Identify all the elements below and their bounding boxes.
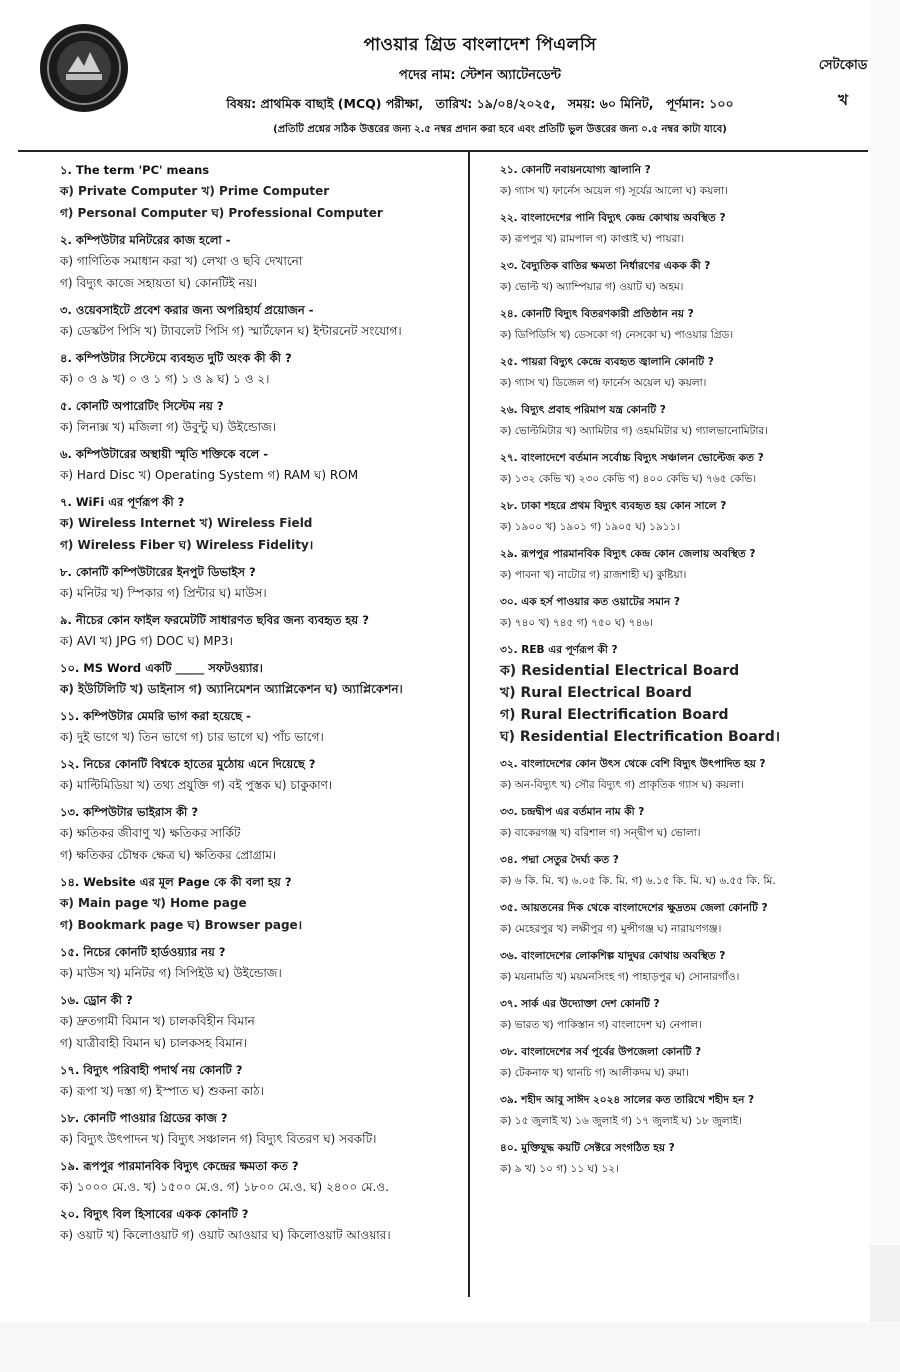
question-text: ১২. নিচের কোনটি বিশ্বকে হাতের মুঠোয় এনে দিয়েছে ? <box>60 757 316 771</box>
answer-options: গ) Rural Electrification Board <box>500 707 729 723</box>
question-item <box>500 208 868 250</box>
answer-options: ক) মাউস খ) মনিটর গ) সিপিইউ ঘ) উইন্ডোজ। <box>60 966 282 980</box>
answer-options: ক) মনিটর খ) স্পিকার গ) প্রিন্টার ঘ) মাউস। <box>60 586 267 600</box>
answer-options: ক) পাবনা খ) নাটোর গ) রাজশাহী ঘ) কুষ্টিয়া। <box>500 569 687 581</box>
question-item <box>60 160 464 224</box>
question-text: ৬. কম্পিউটারের অস্থায়ী স্মৃতি শক্তিকে বলে - <box>60 447 268 461</box>
answer-options: ক) দুই ভাগে খ) তিন ভাগে গ) চার ভাগে ঘ) পাঁচ ভাগে। <box>60 730 324 744</box>
question-text: ৪০. মুক্তিযুদ্ধ কয়টি সেক্টরে সংগঠিত হয় ? <box>500 1142 675 1154</box>
organization-logo-seal <box>38 22 130 114</box>
question-item <box>60 802 464 866</box>
answer-options: গ) যাত্রীবাহী বিমান ঘ) চালকসহ বিমান। <box>60 1036 247 1050</box>
answer-options: ক) বিদ্যুৎ উৎপাদন খ) বিদ্যুৎ সঞ্চালন গ) বিদ্যুৎ বিতরণ ঘ) সবকটি। <box>60 1132 377 1146</box>
question-item <box>60 1108 464 1150</box>
question-item <box>500 592 868 634</box>
set-code-value: খ <box>838 91 848 109</box>
question-item <box>500 496 868 538</box>
answer-options: ক) Wireless Internet খ) Wireless Field <box>60 516 313 530</box>
answer-options: ক) ১০০০ মে.ও. খ) ১৫০০ মে.ও. গ) ১৮০০ মে.ও. ঘ) ২৪০০ মে.ও. <box>60 1180 389 1194</box>
question-item <box>60 658 464 700</box>
question-item <box>60 872 464 936</box>
answer-options: ক) ১৯০০ খ) ১৯০১ গ) ১৯০৫ ঘ) ১৯১১। <box>500 521 681 533</box>
answer-options: গ) Bookmark page ঘ) Browser page। <box>60 918 303 932</box>
question-text: ১৩. কম্পিউটার ভাইরাস কী ? <box>60 805 199 819</box>
answer-options: খ) Rural Electrical Board <box>500 685 692 701</box>
question-item <box>60 300 464 342</box>
answer-options: ক) ৬ কি. মি. খ) ৬.০৫ কি. মি. গ) ৬.১৫ কি. মি. ঘ) ৬.৫৫ কি. মি. <box>500 875 776 887</box>
question-text: ১৬. ড্রোন কী ? <box>60 993 133 1007</box>
question-text: ৩৫. আয়তনের দিক থেকে বাংলাদেশের ক্ষুদ্রতম জেলা কোনটি ? <box>500 902 768 914</box>
question-item <box>500 802 868 844</box>
question-item <box>60 230 464 294</box>
question-text: ১৭. বিদ্যুৎ পরিবাহী পদার্থ নয় কোনটি ? <box>60 1063 243 1077</box>
question-item <box>60 610 464 652</box>
answer-options: ক) ৯ খ) ১০ গ) ১১ ঘ) ১২। <box>500 1163 619 1175</box>
answer-options: ক) ১৩২ কেভি খ) ২৩০ কেভি গ) ৪০০ কেভি ঘ) ৭৬৫ কেভি। <box>500 473 757 485</box>
question-item <box>500 850 868 892</box>
question-text: ১৯. রূপপুর পারমানবিক বিদ্যুৎ কেন্দ্রের ক্ষমতা কত ? <box>60 1159 299 1173</box>
question-item <box>500 1138 868 1180</box>
question-text: ২০. বিদ্যুৎ বিল হিসাবের একক কোনটি ? <box>60 1207 249 1221</box>
question-item <box>500 400 868 442</box>
question-item <box>500 640 868 748</box>
question-text: ৩৬. বাংলাদেশের লোকশিল্প যাদুঘর কোথায় অবস্থিত ? <box>500 950 726 962</box>
answer-options: ক) Main page খ) Home page <box>60 896 247 910</box>
answer-options: ক) ভারত খ) পাকিস্তান গ) বাংলাদেশ ঘ) নেপাল। <box>500 1019 702 1031</box>
question-text: ২. কম্পিউটার মনিটরের কাজ হলো - <box>60 233 231 247</box>
question-item <box>500 160 868 202</box>
question-item <box>500 1090 868 1132</box>
question-text: ২৬. বিদ্যুৎ প্রবাহ পরিমাপ যন্ত্র কোনটি ? <box>500 404 666 416</box>
question-item <box>60 990 464 1054</box>
column-divider-line <box>468 152 470 1297</box>
question-text: ৩০. এক হর্স পাওয়ার কত ওয়াটের সমান ? <box>500 596 680 608</box>
answer-options: ক) রূপপুর খ) রামপাল গ) কাপ্তাই ঘ) পায়রা। <box>500 233 685 245</box>
question-item <box>60 754 464 796</box>
question-text: ৭. WiFi এর পূর্ণরূপ কী ? <box>60 495 185 509</box>
answer-options: ক) ১৫ জুলাই খ) ১৬ জুলাই গ) ১৭ জুলাই ঘ) ১৮ জুলাই। <box>500 1115 742 1127</box>
answer-options: ক) লিনাক্স খ) মজিলা গ) উবুন্টু ঘ) উইন্ডোজ। <box>60 420 277 434</box>
question-text: ১১. কম্পিউটার মেমরি ভাগ করা হয়েছে - <box>60 709 251 723</box>
question-item <box>500 754 868 796</box>
answer-options: ক) Residential Electrical Board <box>500 663 740 679</box>
question-item <box>500 898 868 940</box>
marking-instruction: (প্রতিটি প্রশ্নের সঠিক উত্তরের জন্য ২.৫ নম্বর প্রদান করা হবে এবং প্রতিটি ভুল উত্তরের জন্য ০.৫ নম্বর কাটা যাবে) <box>273 124 727 135</box>
answer-options: গ) Wireless Fiber ঘ) Wireless Fidelity। <box>60 538 314 552</box>
organization-name: পাওয়ার গ্রিড বাংলাদেশ পিএলসি <box>363 35 597 55</box>
question-item <box>500 1042 868 1084</box>
question-text: ২৯. রূপপুর পারমানবিক বিদ্যুৎ কেন্দ্র কোন জেলায় অবস্থিত ? <box>500 548 756 560</box>
question-item <box>500 946 868 988</box>
set-code-box <box>808 56 878 114</box>
answer-options: গ) ক্ষতিকর চৌম্বক ক্ষেত্র ঘ) ক্ষতিকর প্রোগ্রাম। <box>60 848 277 862</box>
page-bottom-margin <box>0 1322 900 1372</box>
question-item <box>60 1156 464 1198</box>
answer-options: ক) Private Computer খ) Prime Computer <box>60 184 330 198</box>
question-text: ৩৯. শহীদ আবু সাঈদ ২০২৪ সালের কত তারিখে শহীদ হন ? <box>500 1094 755 1106</box>
answer-options: ক) ওয়াট খ) কিলোওয়াট গ) ওয়াট আওয়ার ঘ) কিলোওয়াট আওয়ার। <box>60 1228 391 1242</box>
answer-options: ক) গাণিতিক সমাধান করা খ) লেখা ও ছবি দেখানো <box>60 254 303 268</box>
header-divider-line <box>18 150 868 152</box>
question-item <box>500 994 868 1036</box>
answer-options: ক) মাল্টিমিডিয়া খ) তথ্য প্রযুক্তি গ) বই পুস্তক ঘ) চাকুকাণ। <box>60 778 333 792</box>
question-text: ১. The term 'PC' means <box>60 163 210 177</box>
question-item <box>60 562 464 604</box>
answer-options: গ) বিদ্যুৎ কাজে সহায়তা ঘ) কোনটিই নয়। <box>60 276 258 290</box>
question-text: ২৩. বৈদ্যুতিক বাতির ক্ষমতা নির্ধারণের একক কী ? <box>500 260 711 272</box>
exam-subject: বিষয়: প্রাথমিক বাছাই (MCQ) পরীক্ষা, <box>226 96 424 111</box>
question-item <box>500 256 868 298</box>
exam-time: সময়: ৬০ মিনিট, <box>567 96 654 111</box>
question-text: ৩৩. চন্দ্রদ্বীপ এর বর্তমান নাম কী ? <box>500 806 645 818</box>
question-text: ৮. কোনটি কম্পিউটারের ইনপুট ডিভাইস ? <box>60 565 256 579</box>
right-question-column <box>500 160 868 1186</box>
question-item <box>60 942 464 984</box>
question-text: ১৪. Website এর মূল Page কে কী বলা হয় ? <box>60 875 292 889</box>
question-item <box>60 1204 464 1246</box>
question-item <box>60 444 464 486</box>
question-text: ৩৮. বাংলাদেশের সর্ব পূর্বের উপজেলা কোনটি ? <box>500 1046 702 1058</box>
answer-options: ক) ডিপিডিসি খ) ডেসকো গ) নেসকো ঘ) পাওয়ার গ্রিড। <box>500 329 734 341</box>
answer-options: ক) Hard Disc খ) Operating System গ) RAM ঘ) ROM <box>60 468 359 482</box>
question-item <box>60 348 464 390</box>
answer-options: ক) টেকনাফ খ) থানচি গ) আলীকদম ঘ) রুমা। <box>500 1067 689 1079</box>
answer-options: ক) মেহেরপুর খ) লক্ষীপুর গ) মুন্সীগঞ্জ ঘ) নারায়ণগঞ্জ। <box>500 923 722 935</box>
question-item <box>60 396 464 438</box>
answer-options: ক) গ্যাস খ) ডিজেল গ) ফার্নেস অয়েল ঘ) কয়লা। <box>500 377 707 389</box>
question-text: ৩. ওয়েবসাইটে প্রবেশ করার জন্য অপরিহার্য প্রয়োজন - <box>60 303 314 317</box>
answer-options: ক) ইউটিলিটি খ) ডাইনাস গ) অ্যানিমেশন অ্যাপ্লিকেশন ঘ) অ্যাপ্লিকেশন। <box>60 682 403 696</box>
exam-full-marks: পূর্ণমান: ১০০ <box>665 96 734 111</box>
answer-options: ক) ভোল্টমিটার খ) অ্যামিটার গ) ওহমমিটার ঘ) গ্যালভানোমিটার। <box>500 425 768 437</box>
answer-options: ক) দ্রুতগামী বিমান খ) চালকবিহীন বিমান <box>60 1014 255 1028</box>
question-text: ৩১. REB এর পূর্ণরূপ কী ? <box>500 644 618 656</box>
question-text: ৯. নীচের কোন ফাইল ফরমেটটি সাধারণত ছবির জন্য ব্যবহৃত হয় ? <box>60 613 369 627</box>
answer-options: গ) Personal Computer ঘ) Professional Computer <box>60 206 383 220</box>
answer-options: ক) গ্যাস খ) ফার্নেস অয়েল গ) সূর্যের আলো ঘ) কয়লা। <box>500 185 728 197</box>
answer-options: ক) ক্ষতিকর জীবাণু খ) ক্ষতিকর সার্কিট <box>60 826 241 840</box>
question-item <box>500 448 868 490</box>
question-text: ২৪. কোনটি বিদ্যুৎ বিতরণকারী প্রতিষ্ঠান নয় ? <box>500 308 694 320</box>
answer-options: ঘ) Residential Electrification Board। <box>500 729 781 745</box>
question-text: ১৮. কোনটি পাওয়ার গ্রিডের কাজ ? <box>60 1111 228 1125</box>
exam-meta-line <box>150 96 810 116</box>
answer-options: ক) বাকেরগঞ্জ খ) বরিশাল গ) সন্দ্বীপ ঘ) ভোলা। <box>500 827 701 839</box>
question-item <box>60 706 464 748</box>
question-text: ৩৪. পদ্মা সেতুর দৈর্ঘ্য কত ? <box>500 854 619 866</box>
question-text: ২৫. পায়রা বিদ্যুৎ কেন্দ্রে ব্যবহৃত জ্বালানি কোনটি ? <box>500 356 714 368</box>
question-item <box>60 492 464 556</box>
question-item <box>500 352 868 394</box>
question-text: ২৮. ঢাকা শহরে প্রথম বিদ্যুৎ ব্যবহৃত হয় কোন সালে ? <box>500 500 727 512</box>
answer-options: ক) ডেস্কটপ পিসি খ) ট্যাবলেট পিসি গ) স্মার্টফোন ঘ) ইন্টারনেট সংযোগ। <box>60 324 402 338</box>
answer-options: ক) ৭৪০ খ) ৭৪৫ গ) ৭৫০ ঘ) ৭৪৬। <box>500 617 653 629</box>
question-item <box>500 304 868 346</box>
left-question-column <box>60 160 464 1252</box>
question-text: ১৫. নিচের কোনটি হার্ডওয়্যার নয় ? <box>60 945 226 959</box>
question-text: ৪. কম্পিউটার সিস্টেমে ব্যবহৃত দুটি অংক কী কী ? <box>60 351 292 365</box>
exam-header <box>150 32 810 116</box>
answer-options: ক) রূপা খ) দস্তা গ) ইস্পাত ঘ) শুকনা কাঠ। <box>60 1084 265 1098</box>
question-item <box>60 1060 464 1102</box>
set-code-label: সেটকোড <box>818 58 868 73</box>
question-text: ৩২. বাংলাদেশের কোন উৎস থেকে বেশি বিদ্যুৎ উৎপাদিত হয় ? <box>500 758 766 770</box>
exam-date: তারিখ: ১৯/০৪/২০২৫, <box>435 96 556 111</box>
question-text: ২১. কোনটি নবায়নযোগ্য জ্বালানি ? <box>500 164 651 176</box>
answer-options: ক) ময়নামতি খ) ময়মনসিংহ গ) পাহাড়পুর ঘ) সোনারগাঁও। <box>500 971 740 983</box>
answer-options: ক) ০ ও ৯ খ) ০ ও ১ গ) ১ ও ৯ ঘ) ১ ও ২। <box>60 372 270 386</box>
question-text: ৫. কোনটি অপারেটিং সিস্টেম নয় ? <box>60 399 224 413</box>
question-text: ২২. বাংলাদেশের পানি বিদ্যুৎ কেন্দ্র কোথায় অবস্থিত ? <box>500 212 726 224</box>
question-text: ২৭. বাংলাদেশে বর্তমান সর্বোচ্চ বিদ্যুৎ সঞ্চালন ভোল্টেজ কত ? <box>500 452 764 464</box>
answer-options: ক) অন-বিদ্যুৎ খ) সৌর বিদ্যুৎ গ) প্রাকৃতিক গ্যাস ঘ) কয়লা। <box>500 779 744 791</box>
question-item <box>500 544 868 586</box>
question-text: ৩৭. সার্ক এর উদ্যোক্তা দেশ কোনটি ? <box>500 998 660 1010</box>
post-name: পদের নাম: স্টেশন অ্যাটেনডেন্ট <box>399 68 561 83</box>
answer-options: ক) ভোল্ট খ) অ্যাম্পিয়ার গ) ওয়াট ঘ) অহম। <box>500 281 684 293</box>
question-text: ১০. MS Word একটি _____ সফটওয়্যার। <box>60 661 263 675</box>
answer-options: ক) AVI খ) JPG গ) DOC ঘ) MP3। <box>60 634 234 648</box>
